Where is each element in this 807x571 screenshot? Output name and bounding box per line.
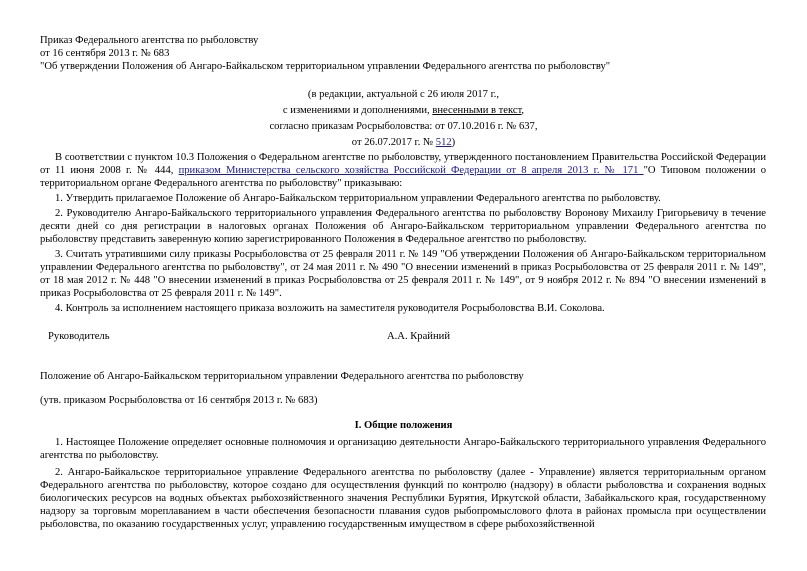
order-512-link[interactable]: 512 [435,137,452,148]
regulation-paragraph-2: 2. Ангаро-Байкальское территориальное управление Федерального агентства по рыболовству (далее - Управление) является территориальным органом Федерального агентства по рыболовству, которое создано для осуществления функций по контролю (надзору) в области рыболовства и сохранения водных биологических ресурсов на водных объектах рыбохозяйственного значения Республики Бурятия, Иркутской области, Забайкальского края, государственному надзору за торговым мореплаванием в части обеспечения безопасности плавания судов рыбопромыслового флота в районах промысла при осуществлении рыболовства, по оказанию государственных услуг, управлению государственным имуществом в сфере рыбохозяйственной [40,467,766,530]
order-date-number: от 16 сентября 2013 г. № 683 [40,48,170,59]
order-item-2: 2. Руководителю Ангаро-Байкальского территориального управления Федерального агентства по рыболовству Воронову Михаилу Григорьевичу в течение десяти дней со дня регистрации в налоговых органах Положения об Ангаро-Байкальском территориальном управлении Федерального агентства по рыболовству представить заверенную копию зарегистрированного Положения в Федеральное агентство по рыболовству. [40,208,766,245]
signer-role: Руководитель [48,331,110,342]
order-body [40,151,766,317]
ministry-order-171-link[interactable]: приказом Министерства сельского хозяйства Российской Федерации от 8 апреля 2013 г. № 171 [178,165,644,176]
section-heading: I. Общие положения [354,420,453,431]
signer-name: А.А. Крайний [387,331,450,342]
order-header [40,34,780,73]
order-subject: "Об утверждении Положения об Ангаро-Байкальском территориальном управлении Федерального агентства по рыболовству" [40,61,611,72]
edition-line-4: от 26.07.2017 г. № 512) [351,137,456,148]
regulation-paragraph-1: 1. Настоящее Положение определяет основные полномочия и организацию деятельности Ангаро-Байкальского территориального управления Федерального агентства по рыболовству. [40,437,766,461]
signature-block [48,330,748,343]
order-title: Приказ Федерального агентства по рыболовству [40,35,259,46]
order-item-3: 3. Считать утратившими силу приказы Росрыболовства от 25 февраля 2011 г. № 149 "Об утверждении Положения об Ангаро-Байкальском территориальном управлении Федерального агентства по рыболовству", от 24 мая 2011 г. № 490 "О внесении изменений в приказ Росрыболовства от 25 февраля 2011 г. № 149", от 18 мая 2012 г. № 448 "О внесении изменений в приказ Росрыболовства от 25 февраля 2011 г. № 149", от 9 ноября 2012 г. № 894 "О внесении изменений в приказ Росрыболовства от 25 февраля 2011 г. № 149". [40,249,766,299]
regulation-body [40,436,766,535]
preamble-paragraph: В соответствии с пунктом 10.3 Положения о Федеральном агентстве по рыболовству, утвержденного постановлением Правительства Российской Федерации от 11 июня 2008 г. № 444, приказом Министерства сельского хозяйства Российской Федерации от 8 апреля 2013 г. № 171 "О Типовом положении о территориальном органе Федерального агентства по рыболовству" приказываю: [40,152,766,189]
regulation-approval-note: (утв. приказом Росрыболовства от 16 сентября 2013 г. № 683) [40,395,318,406]
order-item-1: 1. Утвердить прилагаемое Положение об Ангаро-Байкальском территориальном управлении Федерального агентства по рыболовству. [55,193,661,204]
order-item-4: 4. Контроль за исполнением настоящего приказа возложить на заместителя руководителя Росрыболовства В.И. Соколова. [55,303,605,314]
edition-line-1: (в редакции, актуальной с 26 июля 2017 г., [307,89,500,100]
edition-line-3: согласно приказам Росрыболовства: от 07.10.2016 г. № 637, [269,121,538,132]
amendments-link[interactable]: внесенными в текст [432,105,522,116]
regulation-title: Положение об Ангаро-Байкальском территориальном управлении Федерального агентства по рыболовству [40,371,524,382]
edition-line-2: с изменениями и дополнениями, внесенными в текст, [282,105,525,116]
edition-note [0,88,807,149]
